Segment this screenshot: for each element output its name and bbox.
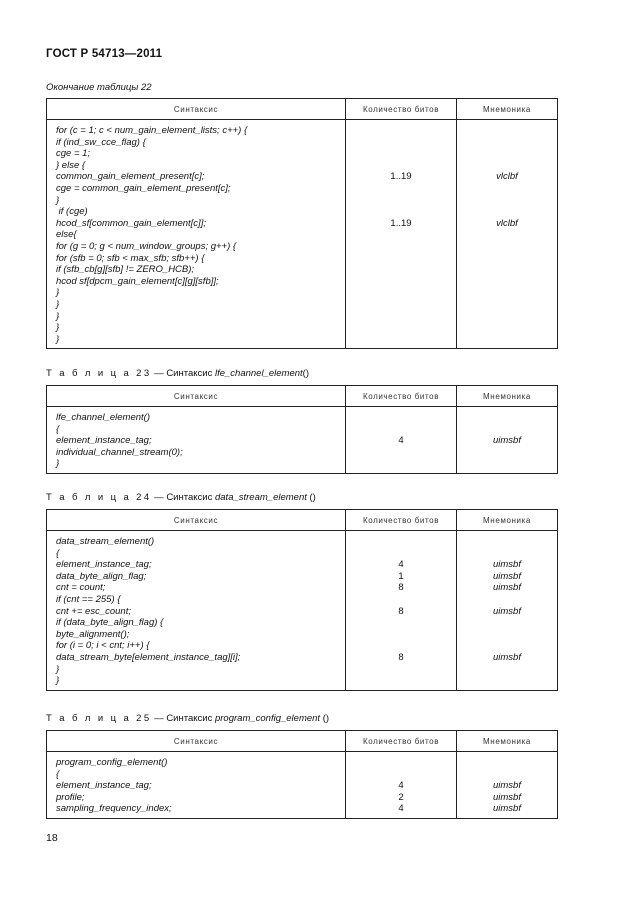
header-bits: Количество битов: [346, 731, 457, 752]
line: [346, 125, 456, 137]
line: 8: [398, 651, 404, 663]
line: if (cnt == 255) {: [56, 593, 121, 605]
line: [346, 424, 456, 436]
line: [457, 160, 557, 172]
syntax-cell: [47, 752, 346, 819]
line: {: [56, 768, 60, 780]
line: [457, 447, 557, 459]
bits-cell: [346, 752, 457, 819]
line: 1..19: [390, 217, 412, 229]
line: [457, 311, 557, 323]
line: [457, 264, 557, 276]
line: [457, 148, 557, 160]
line: hcod sf[dpcm_gain_element[c][g][sfb]];: [56, 275, 219, 287]
line: [346, 183, 456, 195]
line: 1: [398, 570, 404, 582]
line: for (i = 0; i < cnt; i++) {: [56, 640, 150, 652]
line: [346, 458, 456, 470]
syntax-cell: [47, 531, 346, 691]
header-mnemonic: Мнемоника: [457, 386, 558, 407]
line: profile;: [56, 791, 85, 803]
line: vlclbf: [496, 171, 518, 183]
line: [457, 412, 557, 424]
table-24-caption: [46, 492, 316, 503]
line: [346, 148, 456, 160]
line: uimsbf: [493, 570, 521, 582]
line: }: [56, 675, 60, 687]
line: if (ind_sw_cce_flag) {: [56, 136, 146, 148]
caption-name: data_stream_element: [214, 492, 307, 503]
caption-suffix: (): [302, 368, 309, 379]
line: data_stream_byte[element_instance_tag][i];: [56, 651, 241, 663]
line: [346, 160, 456, 172]
line: [346, 311, 456, 323]
line: [457, 137, 557, 149]
line: uimsbf: [493, 435, 521, 447]
line: [346, 264, 456, 276]
line: [457, 424, 557, 436]
caption-label: Т а б л и ц а 24: [46, 492, 152, 503]
line: uimsbf: [493, 780, 521, 792]
line: [346, 253, 456, 265]
line: [457, 769, 557, 781]
line: [346, 195, 456, 207]
header-bits: Количество битов: [346, 510, 457, 531]
line: [457, 334, 557, 346]
caption-label: Т а б л и ц а 23: [46, 368, 152, 379]
bits-cell: [346, 120, 457, 349]
line: [457, 276, 557, 288]
line: }: [56, 333, 60, 345]
line: if (cge): [56, 206, 88, 218]
line: [457, 206, 557, 218]
line: 4: [398, 559, 404, 571]
header-mnemonic: Мнемоника: [457, 731, 558, 752]
line: [346, 617, 456, 629]
line: }: [56, 287, 60, 299]
line: program_config_element(): [56, 757, 168, 768]
table-24: [46, 509, 558, 691]
line: [346, 447, 456, 459]
line: 4: [398, 435, 404, 447]
mnemonic-cell: [457, 531, 558, 691]
line: cge = 1;: [56, 148, 91, 160]
table-25: [46, 730, 558, 819]
line: 8: [398, 605, 404, 617]
mnemonic-cell: [457, 752, 558, 819]
line: [457, 594, 557, 606]
line: element_instance_tag;: [56, 780, 152, 792]
line: [346, 322, 456, 334]
line: if (sfb_cb[g][sfb] != ZERO_HCB);: [56, 264, 195, 276]
header-mnemonic: Мнемоника: [457, 99, 558, 120]
line: [346, 137, 456, 149]
line: [346, 640, 456, 652]
line: }: [56, 663, 60, 675]
header-syntax: Синтаксис: [47, 731, 346, 752]
line: uimsbf: [493, 791, 521, 803]
line: [457, 183, 557, 195]
header-mnemonic: Мнемоника: [457, 510, 558, 531]
line: [457, 617, 557, 629]
line: uimsbf: [493, 582, 521, 594]
line: 2: [398, 791, 404, 803]
line: [457, 458, 557, 470]
caption-text: — Синтаксис: [151, 492, 215, 503]
caption-text: — Синтаксис: [151, 368, 215, 379]
line: uimsbf: [493, 559, 521, 571]
header-bits: Количество битов: [346, 99, 457, 120]
line: 4: [398, 780, 404, 792]
bits-cell: [346, 407, 457, 474]
line: [346, 299, 456, 311]
line: 8: [398, 582, 404, 594]
caption-suffix: (): [306, 492, 316, 503]
line: [457, 125, 557, 137]
bits-cell: [346, 531, 457, 691]
line: [457, 253, 557, 265]
line: common_gain_element_present[c];: [56, 171, 205, 183]
line: [346, 241, 456, 253]
line: [346, 334, 456, 346]
page-number: 18: [46, 832, 58, 844]
document-header: ГОСТ Р 54713—2011: [46, 48, 163, 60]
line: hcod_sf[common_gain_element[c]];: [56, 217, 206, 229]
line: }: [56, 310, 60, 322]
line: [457, 299, 557, 311]
caption-label: Т а б л и ц а 25: [46, 713, 152, 724]
line: }: [56, 458, 60, 470]
line: data_stream_element(): [56, 536, 155, 547]
caption-name: program_config_element: [214, 713, 321, 724]
syntax-cell: [47, 120, 346, 349]
caption-text: — Синтаксис: [151, 713, 215, 724]
line: }: [56, 322, 60, 334]
header-bits: Количество битов: [346, 386, 457, 407]
line: [457, 229, 557, 241]
line: [346, 412, 456, 424]
line: {: [56, 423, 60, 435]
header-syntax: Синтаксис: [47, 510, 346, 531]
caption-suffix: (): [320, 713, 330, 724]
line: }: [56, 298, 60, 310]
line: cnt += esc_count;: [56, 605, 131, 617]
line: [346, 276, 456, 288]
line: [457, 322, 557, 334]
line: [346, 675, 456, 687]
line: sampling_frequency_index;: [56, 803, 172, 815]
syntax-cell: [47, 407, 346, 474]
line: {: [56, 547, 60, 559]
line: element_instance_tag;: [56, 559, 152, 571]
line: byte_alignment();: [56, 628, 130, 640]
line: [346, 594, 456, 606]
line: [346, 757, 456, 769]
mnemonic-cell: [457, 120, 558, 349]
line: }: [56, 194, 60, 206]
line: [346, 629, 456, 641]
line: } else {: [56, 159, 86, 171]
table-23: [46, 385, 558, 474]
line: [346, 664, 456, 676]
line: uimsbf: [493, 651, 521, 663]
line: [457, 241, 557, 253]
line: data_byte_align_flag;: [56, 570, 147, 582]
line: vlclbf: [496, 217, 518, 229]
line: uimsbf: [493, 605, 521, 617]
line: [457, 287, 557, 299]
line: [457, 675, 557, 687]
table-25-caption: [46, 713, 329, 724]
line: cge = common_gain_element_present[c];: [56, 182, 231, 194]
mnemonic-cell: [457, 407, 558, 474]
line: [346, 206, 456, 218]
line: for (sfb = 0; sfb < max_sfb; sfb++) {: [56, 252, 205, 264]
line: [346, 229, 456, 241]
line: [346, 287, 456, 299]
header-syntax: Синтаксис: [47, 386, 346, 407]
line: [457, 536, 557, 548]
line: for (c = 1; c < num_gain_element_lists; c++) {: [56, 125, 248, 136]
header-syntax: Синтаксис: [47, 99, 346, 120]
line: for (g = 0; g < num_window_groups; g++) {: [56, 240, 237, 252]
line: [457, 664, 557, 676]
line: if (data_byte_align_flag) {: [56, 617, 164, 629]
line: [457, 548, 557, 560]
line: [457, 195, 557, 207]
line: element_instance_tag;: [56, 435, 152, 447]
caption-name: lfe_channel_element: [214, 368, 303, 379]
line: [457, 757, 557, 769]
line: individual_channel_stream(0);: [56, 446, 183, 458]
table-continuation-note: Окончание таблицы 22: [46, 82, 152, 93]
table-23-caption: [46, 368, 309, 379]
line: [457, 629, 557, 641]
line: [346, 769, 456, 781]
line: lfe_channel_element(): [56, 412, 151, 423]
line: 1..19: [390, 171, 412, 183]
line: uimsbf: [493, 803, 521, 815]
line: [346, 536, 456, 548]
line: 4: [398, 803, 404, 815]
line: [346, 548, 456, 560]
line: else{: [56, 229, 77, 241]
table-22-end: [46, 98, 558, 349]
line: [457, 640, 557, 652]
line: cnt = count;: [56, 582, 106, 594]
